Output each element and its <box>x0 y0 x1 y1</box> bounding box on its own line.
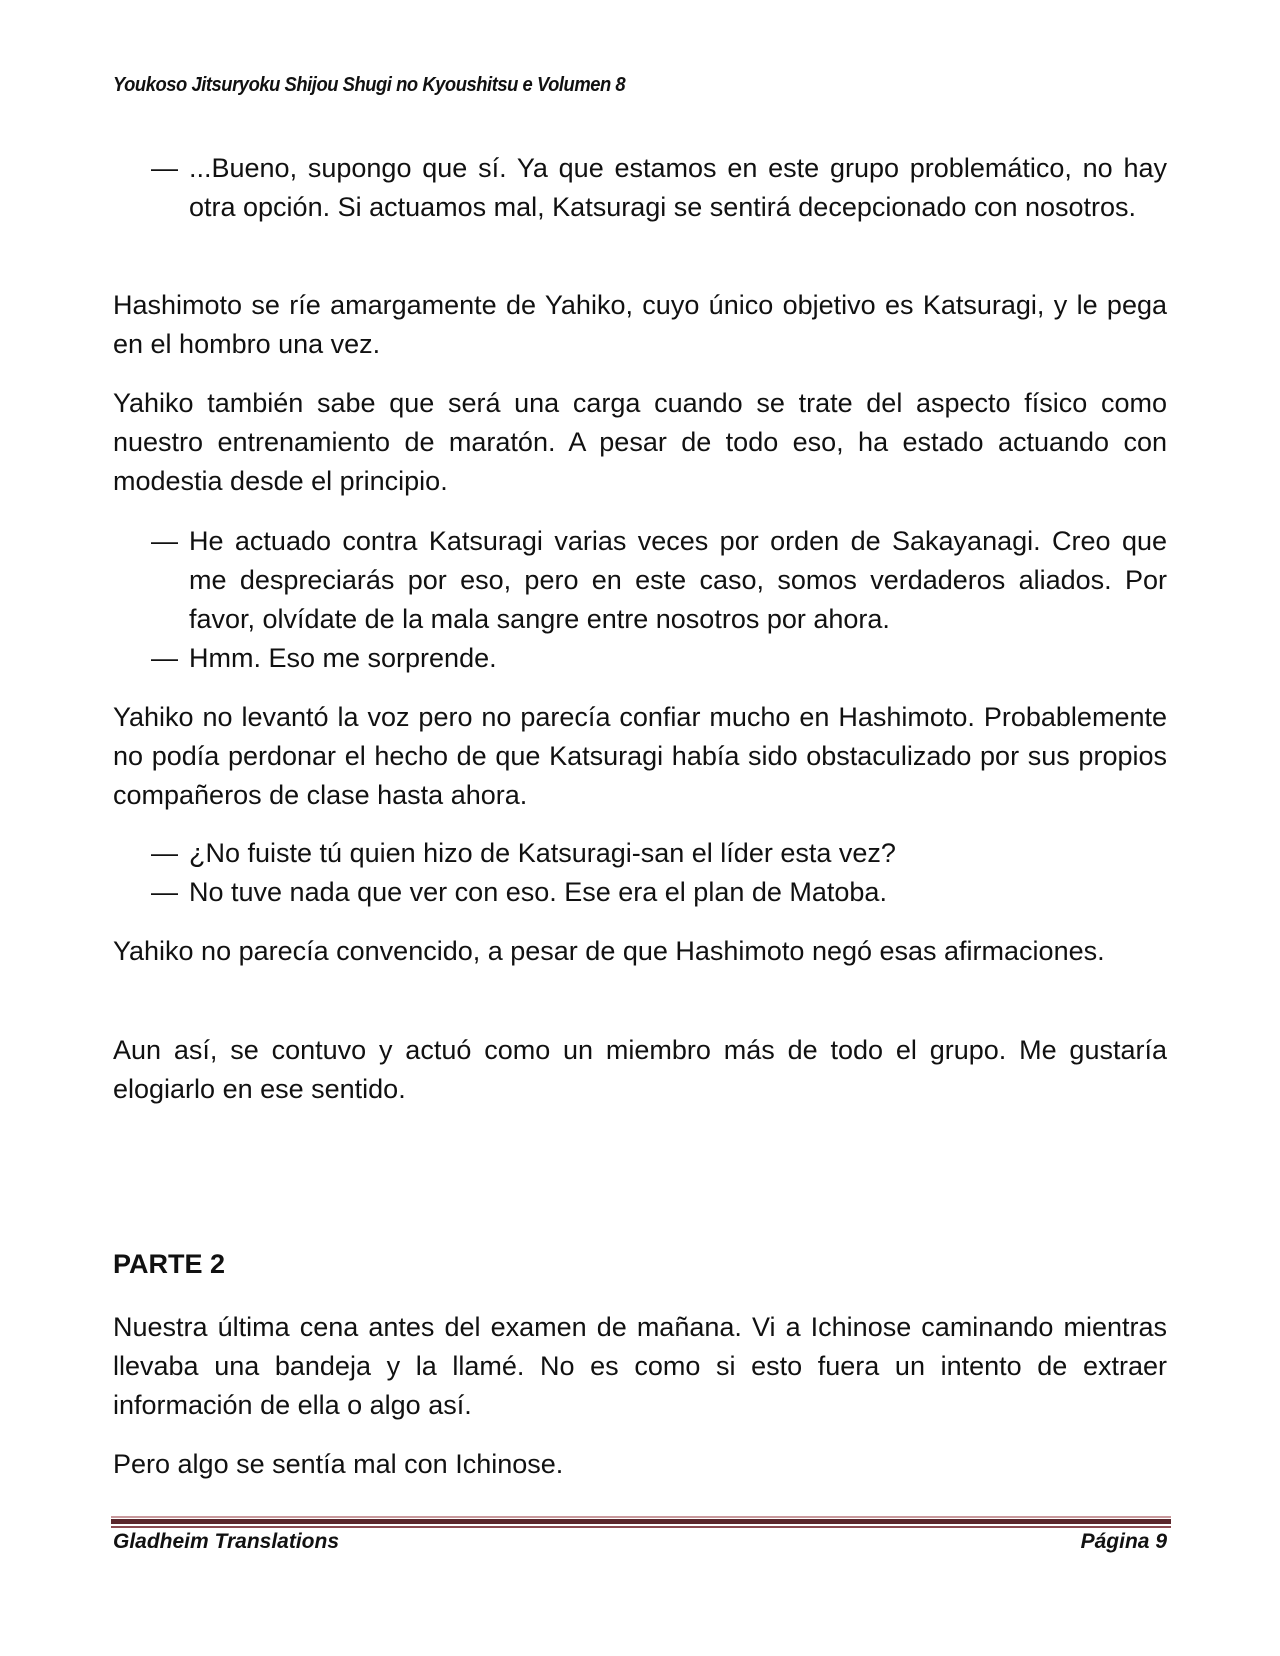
dialogue-group <box>151 834 1167 912</box>
paragraph: Aun así, se contuvo y actuó como un miembro más de todo el grupo. Me gustaría elogiarlo en ese sentido. <box>113 1035 1167 1104</box>
dash: — <box>151 877 178 907</box>
footer-rule <box>111 1519 1171 1524</box>
dialogue-text: ¿No fuiste tú quien hizo de Katsuragi-san el líder esta vez? <box>189 838 896 868</box>
footer-page-number: Página 9 <box>1080 1530 1167 1553</box>
dialogue-group <box>151 522 1167 678</box>
paragraph: Yahiko no levantó la voz pero no parecía confiar mucho en Hashimoto. Probablemente no podía perdonar el hecho de que Katsuragi había sido obstaculizado por sus propios compañeros de clase hasta ahora. <box>113 702 1167 810</box>
footer-rule <box>111 1516 1171 1518</box>
running-header: Youkoso Jitsuryoku Shijou Shugi no Kyoushitsu e Volumen 8 <box>113 74 626 96</box>
dash: — <box>151 643 178 673</box>
paragraph: Yahiko no parecía convencido, a pesar de que Hashimoto negó esas afirmaciones. <box>113 936 1105 966</box>
dialogue-text: Hmm. Eso me sorprende. <box>189 643 497 673</box>
paragraph: Hashimoto se ríe amargamente de Yahiko, cuyo único objetivo es Katsuragi, y le pega en el hombro una vez. <box>113 290 1167 359</box>
dialogue-line <box>151 149 1167 227</box>
footer-translator: Gladheim Translations <box>113 1530 340 1553</box>
paragraph: Nuestra última cena antes del examen de mañana. Vi a Ichinose caminando mientras llevaba una bandeja y la llamé. No es como si esto fuera un intento de extraer información de ella o algo así. <box>113 1312 1167 1420</box>
dialogue-text: No tuve nada que ver con eso. Ese era el plan de Matoba. <box>189 877 887 907</box>
dash: — <box>151 153 178 183</box>
dash: — <box>151 526 178 556</box>
paragraph: Yahiko también sabe que será una carga cuando se trate del aspecto físico como nuestro entrenamiento de maratón. A pesar de todo eso, ha estado actuando con modestia desde el principio. <box>113 388 1167 496</box>
footer-rule <box>111 1526 1171 1528</box>
dialogue-text: ...Bueno, supongo que sí. Ya que estamos en este grupo problemático, no hay otra opción. Si actuamos mal, Katsuragi se sentirá decepcionado con nosotros. <box>189 153 1167 222</box>
section-heading: PARTE 2 <box>113 1249 226 1279</box>
paragraph: Pero algo se sentía mal con Ichinose. <box>113 1449 564 1479</box>
dash: — <box>151 838 178 868</box>
dialogue-text: He actuado contra Katsuragi varias veces por orden de Sakayanagi. Creo que me despreciarás por eso, pero en este caso, somos verdaderos aliados. Por favor, olvídate de la mala sangre entre nosotros por ahora. <box>189 526 1167 634</box>
